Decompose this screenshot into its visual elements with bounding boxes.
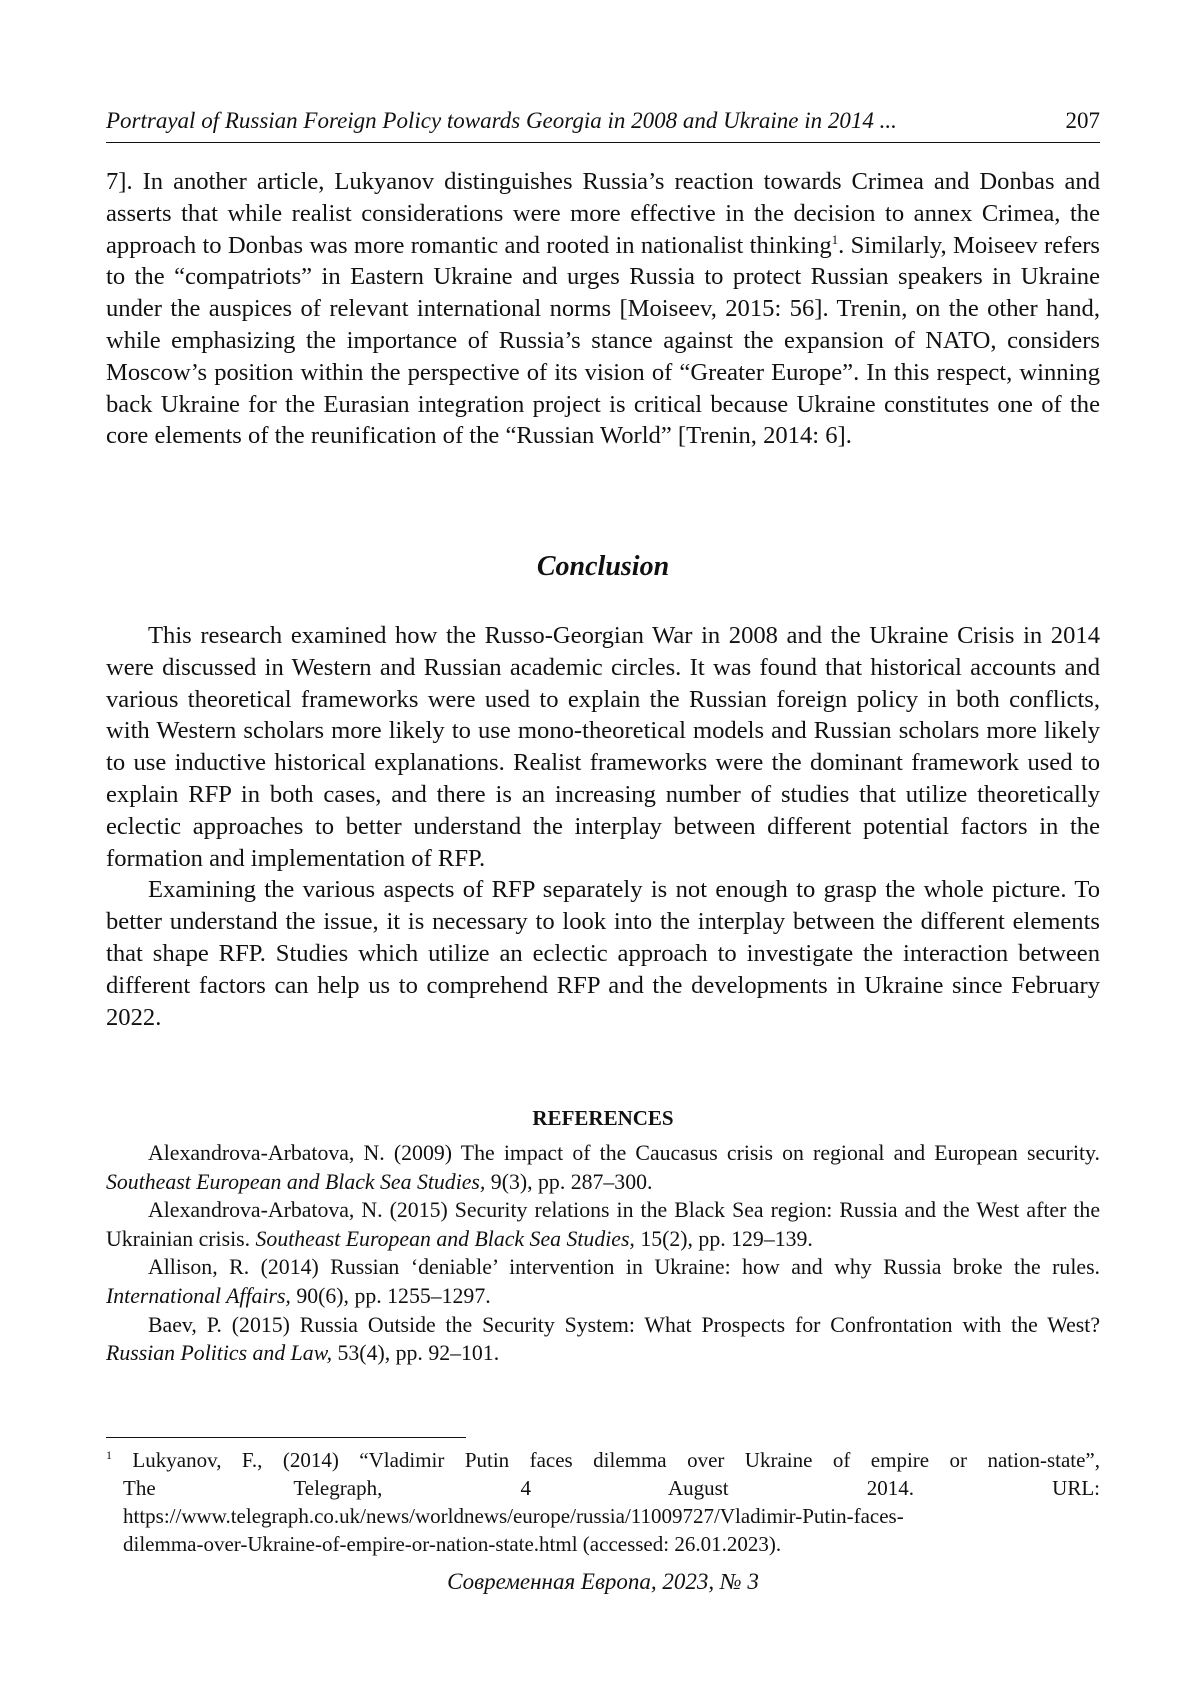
footnote: [106, 1446, 1100, 1558]
conclusion-section: [106, 620, 1100, 1033]
reference-details: 15(2), pp. 129–139.: [634, 1226, 813, 1251]
reference-journal: International Affairs,: [106, 1283, 291, 1308]
footnote-url-line-2[interactable]: dilemma-over-Ukraine-of-empire-or-nation-state.html (accessed: 26.01.2023).: [123, 1532, 782, 1556]
footnote-url-line-1[interactable]: https://www.telegraph.co.uk/news/worldnews/europe/russia/11009727/Vladimir-Putin-faces-: [123, 1504, 904, 1528]
reference-journal: Southeast European and Black Sea Studies,: [255, 1226, 635, 1251]
running-footer: Современная Европа, 2023, № 3: [447, 1569, 759, 1594]
reference-text: Alexandrova-Arbatova, N. (2009) The impact of the Caucasus crisis on regional and European security.: [148, 1141, 1100, 1165]
references-heading: REFERENCES: [532, 1106, 674, 1130]
footnote-continuation: [106, 1474, 1100, 1558]
reference-details: 90(6), pp. 1255–1297.: [290, 1283, 491, 1308]
reference-text: Baev, P. (2015) Russia Outside the Security System: What Prospects for Confrontation with the West?: [148, 1312, 1100, 1337]
reference-details: 53(4), pp. 92–101.: [332, 1341, 500, 1366]
footnote-line-2: The Telegraph, 4 August 2014. URL:: [123, 1476, 1100, 1500]
reference-text: Alexandrova-Arbatova, N. (2015) Security relations in the Black Sea region: Russia and the West after the Ukrainian crisis.: [106, 1198, 1100, 1251]
footnote-divider: [106, 1437, 466, 1438]
reference-text: Allison, R. (2014) Russian ‘deniable’ intervention in Ukraine: how and why Russia broke the rules.: [148, 1255, 1100, 1280]
footnote-marker[interactable]: 1: [831, 231, 839, 247]
page-number: 207: [1065, 108, 1100, 133]
conclusion-heading: Conclusion: [536, 551, 670, 582]
body-paragraph-text-a: 7]. In another article, Lukyanov distinguishes Russia’s reaction towards Crimea and Donbas and asserts that while realist considerations were more effective in the decision to annex Crimea, the approach to Donbas was more romantic and rooted in nationalist thinking: [106, 168, 1100, 259]
reference-item: [106, 1311, 1100, 1368]
references-list: [106, 1139, 1100, 1368]
reference-item: [106, 1196, 1100, 1253]
footnote-text: Lukyanov, F., (2014) “Vladimir Putin faces dilemma over Ukraine of empire or nation-state”,: [112, 1448, 1100, 1472]
body-text: [106, 166, 1100, 452]
page: [106, 0, 1100, 1694]
footnote-line-1: [106, 1446, 1100, 1474]
conclusion-paragraph-1: This research examined how the Russo-Georgian War in 2008 and the Ukraine Crisis in 2014 were discussed in Western and Russian academic circles. It was found that historical accounts and various theoretical frameworks were used to explain the Russian foreign policy in both conflicts, with Western scholars more likely to use mono-theoretical models and Russian scholars more likely to use inductive historical explanations. Realist frameworks were the dominant framework used to explain RFP in both cases, and there is an increasing number of studies that utilize theoretically eclectic approaches to better understand the interplay between different potential factors in the formation and implementation of RFP.: [106, 622, 1100, 872]
reference-item: [106, 1253, 1100, 1310]
reference-item: [106, 1139, 1100, 1196]
reference-details: 9(3), pp. 287–300.: [485, 1169, 653, 1194]
running-header: [106, 106, 1100, 143]
footnote-mark: 1: [106, 1448, 112, 1462]
reference-journal: Southeast European and Black Sea Studies,: [106, 1169, 486, 1194]
body-paragraph: [106, 166, 1100, 452]
conclusion-paragraph-2: Examining the various aspects of RFP separately is not enough to grasp the whole picture. To better understand the issue, it is necessary to look into the interplay between the different elements that shape RFP. Studies which utilize an eclectic approach to investigate the interaction between different factors can help us to comprehend RFP and the developments in Ukraine since February 2022.: [106, 876, 1100, 1031]
running-title: Portrayal of Russian Foreign Policy towards Georgia in 2008 and Ukraine in 2014 ...: [106, 108, 897, 133]
reference-journal: Russian Politics and Law,: [106, 1341, 333, 1366]
body-paragraph-text-b: . Similarly, Moiseev refers to the “compatriots” in Eastern Ukraine and urges Russia to protect Russian speakers in Ukraine under the auspices of relevant international norms [Moiseev, 2015: 56]. Trenin, on the other hand, while emphasizing the importance of Russia’s stance against the expansion of NATO, considers Moscow’s position within the perspective of its vision of “Greater Europe”. In this respect, winning back Ukraine for the Eurasian integration project is critical because Ukraine constitutes one of the core elements of the reunification of the “Russian World” [Trenin, 2014: 6].: [106, 231, 1100, 450]
